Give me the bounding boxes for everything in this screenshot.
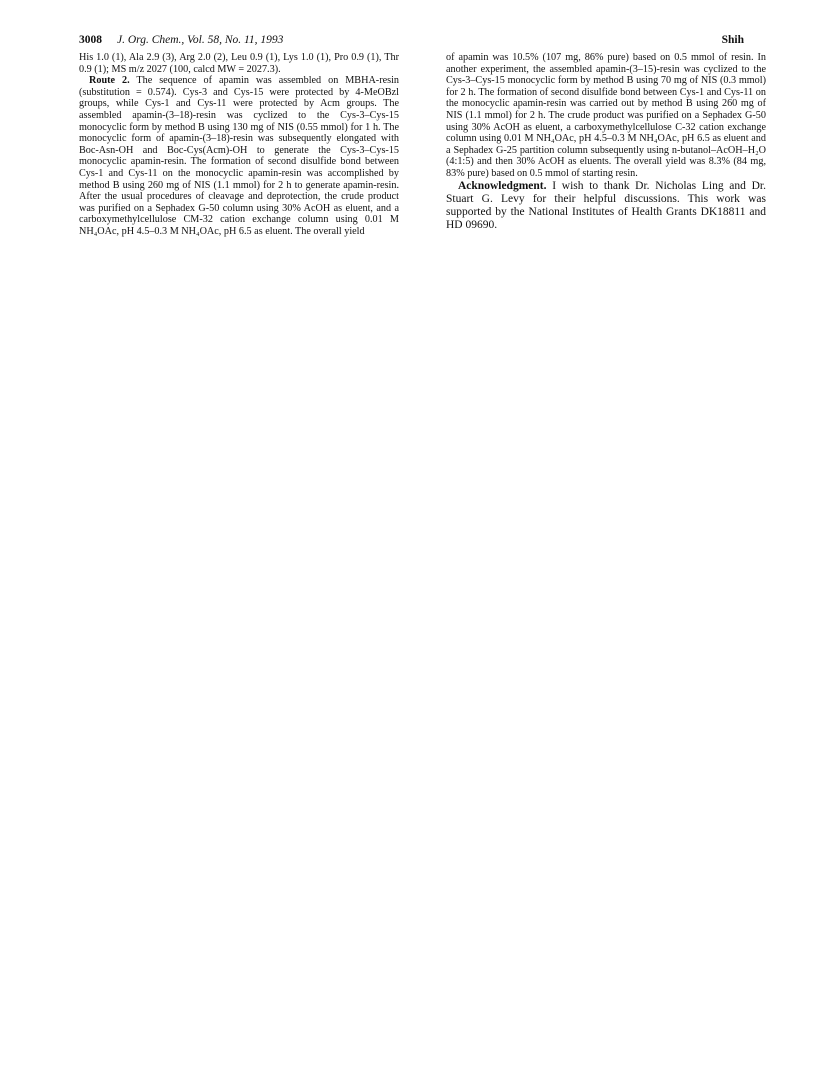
route-2-heading: Route 2.	[89, 75, 130, 87]
journal-citation: J. Org. Chem., Vol. 58, No. 11, 1993	[117, 34, 284, 46]
yield-paragraph: of apamin was 10.5% (107 mg, 86% pure) based on 0.5 mmol of resin. In another experiment, the assembled apamin-(3–15)-resin was cyclized to the Cys-3–Cys-15 monocyclic form by method B using 70 mg of NIS (0.3 mmol) for 2 h. The formation of second disulfide bond between Cys-1 and Cys-11 on the monocyclic apamin-resin was carried out by method B using 260 mg of NIS (1.1 mmol) for 2 h. The crude product was purified on a Sephadex G-50 using 30% AcOH as eluent, a carboxymethylcellulose C-32 cation exchange column using 0.01 M NH₄OAc, pH 4.5–0.3 M NH₄OAc, pH 6.5 as eluent and a Sephadex G-25 partition column subsequently using n-butanol–AcOH–H₂O (4:1:5) and then 30% AcOH as eluents. The overall yield was 8.3% (84 mg, 83% pure) based on 0.5 mmol of starting resin.	[446, 52, 766, 179]
acknowledgment-heading: Acknowledgment.	[458, 179, 547, 192]
amino-acid-analysis-paragraph: His 1.0 (1), Ala 2.9 (3), Arg 2.0 (2), Leu 0.9 (1), Lys 1.0 (1), Pro 0.9 (1), Thr 0.9 (1); MS m/z 2027 (100, calcd MW = 2027.3).	[79, 52, 399, 75]
page-number: 3008	[79, 34, 102, 46]
route-2-paragraph	[79, 75, 399, 237]
page-header	[79, 34, 744, 52]
right-column	[446, 52, 766, 232]
route-2-text: The sequence of apamin was assembled on MBHA-resin (substitution = 0.574). Cys-3 and Cys-15 were protected by 4-MeOBzl groups, while Cys-1 and Cys-11 were protected by Acm groups. The assembled apamin-(3–18)-resin was cyclized to the Cys-3–Cys-15 monocyclic form by method B using 130 mg of NIS (0.55 mmol) for 1 h. The monocyclic form of apamin-(3–18)-resin was subsequently elongated with Boc-Asn-OH and Boc-Cys(Acm)-OH to generate the Cys-3–Cys-15 monocyclic apamin-resin. The formation of second disulfide bond between Cys-1 and Cys-11 on the monocyclic apamin-resin was accomplished by method B using 260 mg of NIS (1.1 mmol) for 2 h to generate apamin-resin. After the usual procedures of cleavage and deprotection, the crude product was purified on a Sephadex G-50 column using 30% AcOH as eluent, and a carboxymethylcellulose CM-32 cation exchange column using 0.01 M NH₄OAc, pH 4.5–0.3 M NH₄OAc, pH 6.5 as eluent. The overall yield	[79, 75, 400, 237]
acknowledgment-paragraph	[446, 180, 766, 232]
left-column	[79, 52, 399, 238]
acknowledgment-text: I wish to thank Dr. Nicholas Ling and Dr. Stuart G. Levy for their helpful discussions. This work was supported by the National Institutes of Health Grants DK18811 and HD 09690.	[446, 179, 767, 231]
running-author: Shih	[721, 34, 744, 46]
